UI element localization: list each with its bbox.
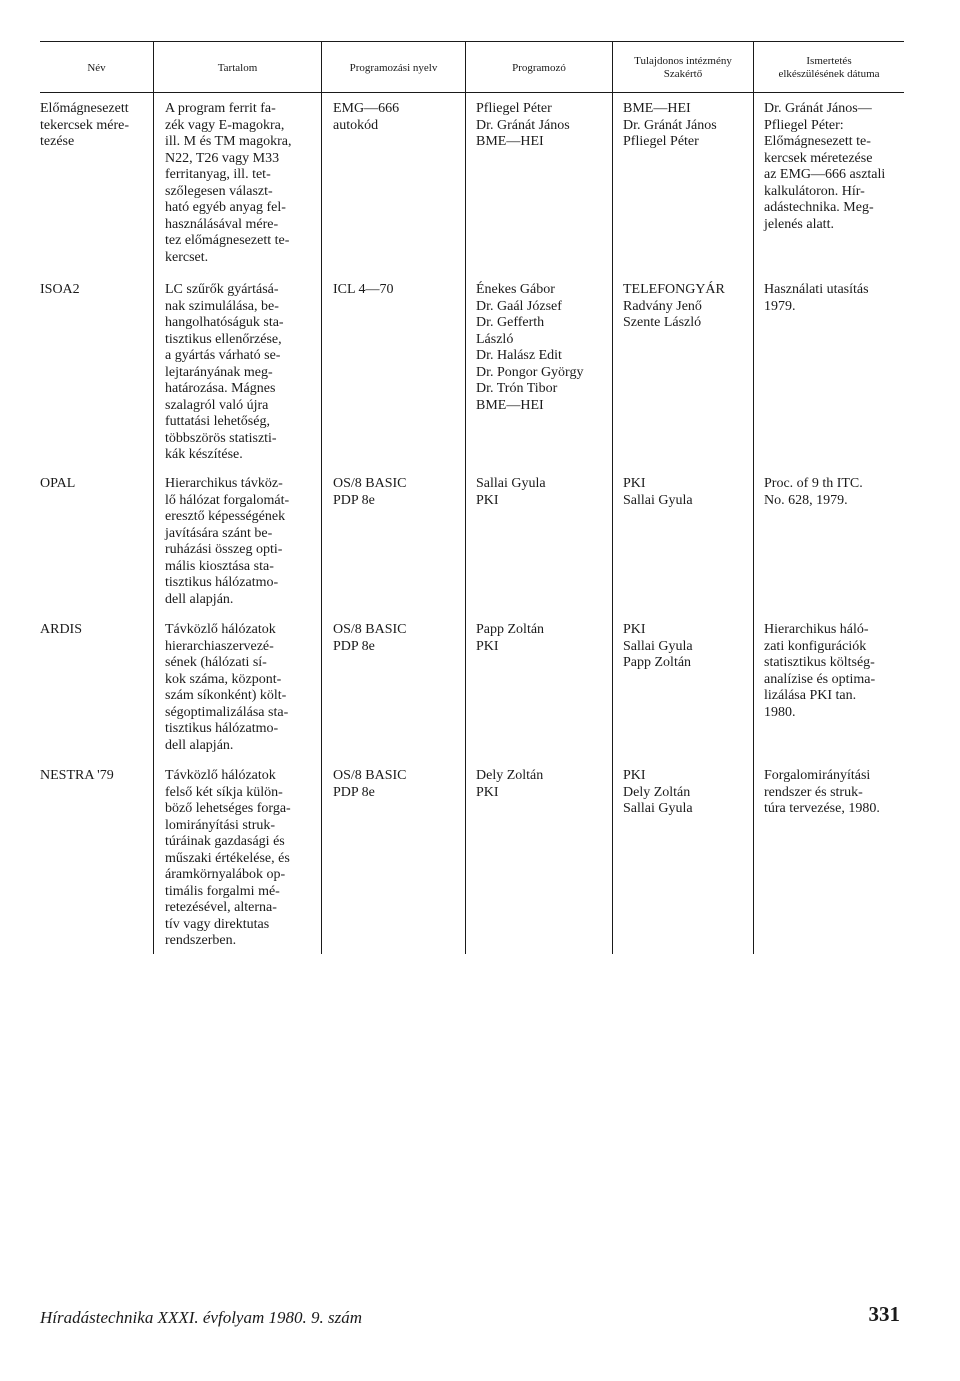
cell-language: EMG—666 autokód: [333, 101, 400, 133]
cell-language: OS/8 BASIC PDP 8e: [333, 768, 407, 800]
cell-programmer: Énekes Gábor Dr. Gaál József Dr. Gefferth László Dr. Halász Edit Dr. Pongor György Dr. Trón Tibor BME—HEI: [476, 282, 584, 413]
cell-language: OS/8 BASIC PDP 8e: [333, 476, 407, 508]
cell-language: OS/8 BASIC PDP 8e: [333, 622, 407, 654]
cell-owner: PKI Sallai Gyula: [623, 476, 693, 508]
cell-owner: PKI Dely Zoltán Sallai Gyula: [623, 768, 693, 816]
cell-name: ISOA2: [40, 282, 80, 297]
table-top-rule: [40, 41, 904, 42]
journal-footer: Híradástechnika XXXI. évfolyam 1980. 9. szám: [40, 1308, 362, 1327]
cell-programmer: Dely Zoltán PKI: [476, 768, 544, 800]
cell-description: Proc. of 9 th ITC. No. 628, 1979.: [764, 476, 863, 508]
cell-content: A program ferrit fa- zék vagy E-magokra, ill. M és TM magokra, N22, T26 vagy M33 ferritanyag, ill. tet- szőlegesen választ- ható egyéb anyag fel- használásával mére- tez előmágnesezett te- kercset.: [165, 101, 292, 265]
header-content: Tartalom: [217, 61, 258, 74]
cell-content: LC szűrők gyártásá- nak szimulálása, be- hangolhatóságuk sta- tisztikus ellenőrzése, a gyártás várható se- lejtarányának meg- határozása. Mágnes szalagról való újra futtatási lehetőség, többszörös statiszti- kák készítése.: [165, 282, 284, 462]
cell-description: Hierarchikus háló- zati konfigurációk statisztikus költség- analízise és optima- lizálása PKI tan. 1980.: [764, 622, 876, 720]
cell-programmer: Sallai Gyula PKI: [476, 476, 546, 508]
header-bottom-rule: [40, 92, 904, 93]
cell-owner: TELEFONGYÁR Radvány Jenő Szente László: [623, 282, 725, 330]
page-number: 331: [868, 1302, 900, 1326]
cell-name: OPAL: [40, 476, 76, 491]
header-name: Név: [87, 61, 106, 74]
column-separator: [465, 41, 466, 954]
cell-content: Távközlő hálózatok felső két síkja külön- böző lehetséges forga- lomirányítási struk- túráinak gazdasági és műszaki értékelése, és áramkörnyalábok op- timális forgalmi mé- retezésével, alterna- tív vagy direktutas rendszerben.: [165, 768, 291, 948]
cell-name: NESTRA '79: [40, 768, 114, 783]
cell-owner: PKI Sallai Gyula Papp Zoltán: [623, 622, 693, 670]
header-description: Ismertetés elkészülésének dátuma: [778, 55, 880, 80]
cell-content: Távközlő hálózatok hierarchiaszervezé- sének (hálózati sí- kok száma, központ- szám síkonként) költ- ségoptimalizálása sta- tisztikus hálózatmo- dell alapján.: [165, 622, 289, 753]
cell-description: Forgalomirányítási rendszer és struk- túra tervezése, 1980.: [764, 768, 880, 816]
column-separator: [612, 41, 613, 954]
cell-description: Használati utasítás 1979.: [764, 282, 869, 314]
cell-language: ICL 4—70: [333, 282, 394, 297]
cell-content: Hierarchikus távköz- lő hálózat forgalomát- eresztő képességének javítására szánt be- ruházási összeg opti- mális kiosztása sta- tisztikus hálózatmo- dell alapján.: [165, 476, 290, 607]
column-separator: [321, 41, 322, 954]
header-owner: Tulajdonos intézmény Szakértő: [634, 55, 732, 80]
column-separator: [753, 41, 754, 954]
header-language: Programozási nyelv: [349, 61, 438, 74]
cell-name: ARDIS: [40, 622, 83, 637]
column-separator: [153, 41, 154, 954]
cell-owner: BME—HEI Dr. Gránát János Pfliegel Péter: [623, 101, 717, 149]
cell-programmer: Pfliegel Péter Dr. Gránát János BME—HEI: [476, 101, 570, 149]
cell-programmer: Papp Zoltán PKI: [476, 622, 545, 654]
cell-description: Dr. Gránát János— Pfliegel Péter: Előmágnesezett te- kercsek méretezése az EMG—666 asztali kalkulátoron. Hír- adástechnika. Meg- jelenés alatt.: [764, 101, 886, 232]
header-programmer: Programozó: [512, 61, 566, 74]
cell-name: Előmágnesezett tekercsek mére- tezése: [40, 101, 129, 149]
